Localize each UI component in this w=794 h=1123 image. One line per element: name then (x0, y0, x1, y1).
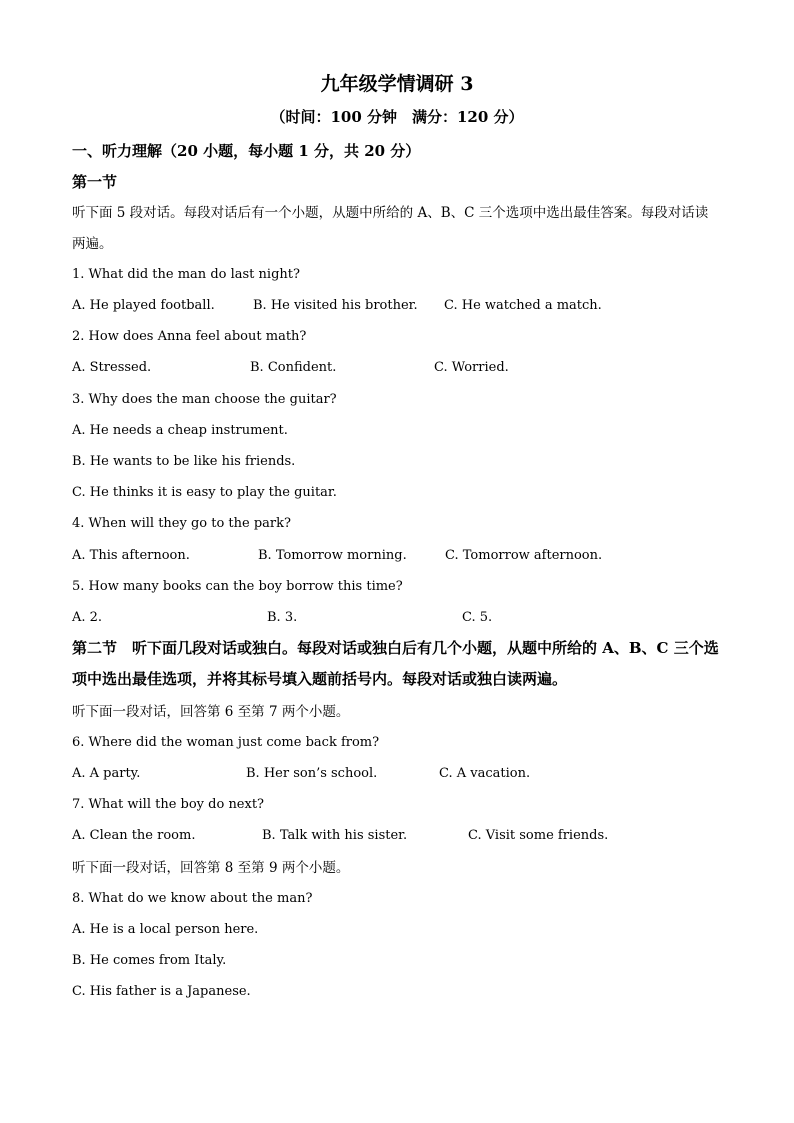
q5-option-b: B. 3. (267, 610, 298, 625)
q1-option-b: B. He visited his brother. (253, 298, 418, 313)
q3-option-c: C. He thinks it is easy to play the guitar. (72, 485, 337, 500)
section2-heading: 第二节 听下面几段对话或独白。每段对话或独白后有几个小题，从题中所给的 A、B、C 三个选项中选出最佳选项，并将其标号填入题前括号内。每段对话或独白读两遍。 (72, 639, 719, 688)
question-2: 2. How does Anna feel about math? (72, 329, 307, 344)
q8-option-b: B. He comes from Italy. (72, 953, 227, 968)
q7-option-b: B. Talk with his sister. (262, 828, 408, 843)
q3-option-a: A. He needs a cheap instrument. (72, 423, 288, 438)
q2-option-a: A. Stressed. (72, 360, 152, 375)
q1-option-a: A. He played football. (72, 298, 215, 313)
q5-option-c: C. 5. (462, 610, 493, 625)
q8-option-c: C. His father is a Japanese. (72, 984, 251, 999)
question-4: 4. When will they go to the park? (72, 516, 291, 531)
q4-option-a: A. This afternoon. (72, 548, 190, 563)
section1-instruction-line2: 两遍。 (72, 236, 113, 252)
part1-heading: 一、听力理解（20 小题，每小题 1 分，共 20 分） (72, 142, 421, 160)
question-7: 7. What will the boy do next? (72, 797, 265, 812)
section1-heading: 第一节 (72, 173, 118, 191)
q2-option-b: B. Confident. (250, 360, 337, 375)
q6-option-c: C. A vacation. (439, 766, 531, 781)
page-subtitle: （时间：100 分钟 满分：120 分） (270, 108, 524, 126)
q6-option-a: A. A party. (72, 766, 141, 781)
question-8: 8. What do we know about the man? (72, 891, 313, 906)
q4-option-c: C. Tomorrow afternoon. (445, 548, 603, 563)
q5-option-a: A. 2. (72, 610, 103, 625)
question-5: 5. How many books can the boy borrow this time? (72, 579, 403, 594)
q6-option-b: B. Her son’s school. (246, 766, 378, 781)
section1-instruction-line1: 听下面 5 段对话。每段对话后有一个小题，从题中所给的 A、B、C 三个选项中选出最佳答案。每段对话读 (72, 205, 709, 221)
question-1: 1. What did the man do last night? (72, 267, 300, 282)
section2-group2-instruction: 听下面一段对话，回答第 8 至第 9 两个小题。 (72, 860, 350, 876)
q1-option-c: C. He watched a match. (444, 298, 602, 313)
q2-option-c: C. Worried. (434, 360, 509, 375)
q7-option-a: A. Clean the room. (72, 828, 196, 843)
question-3: 3. Why does the man choose the guitar? (72, 392, 337, 407)
question-6: 6. Where did the woman just come back from? (72, 735, 380, 750)
q4-option-b: B. Tomorrow morning. (258, 548, 407, 563)
section2-group1-instruction: 听下面一段对话，回答第 6 至第 7 两个小题。 (72, 704, 350, 720)
q3-option-b: B. He wants to be like his friends. (72, 454, 296, 469)
q7-option-c: C. Visit some friends. (468, 828, 609, 843)
page-title: 九年级学情调研 3 (320, 73, 474, 95)
q8-option-a: A. He is a local person here. (72, 922, 259, 937)
